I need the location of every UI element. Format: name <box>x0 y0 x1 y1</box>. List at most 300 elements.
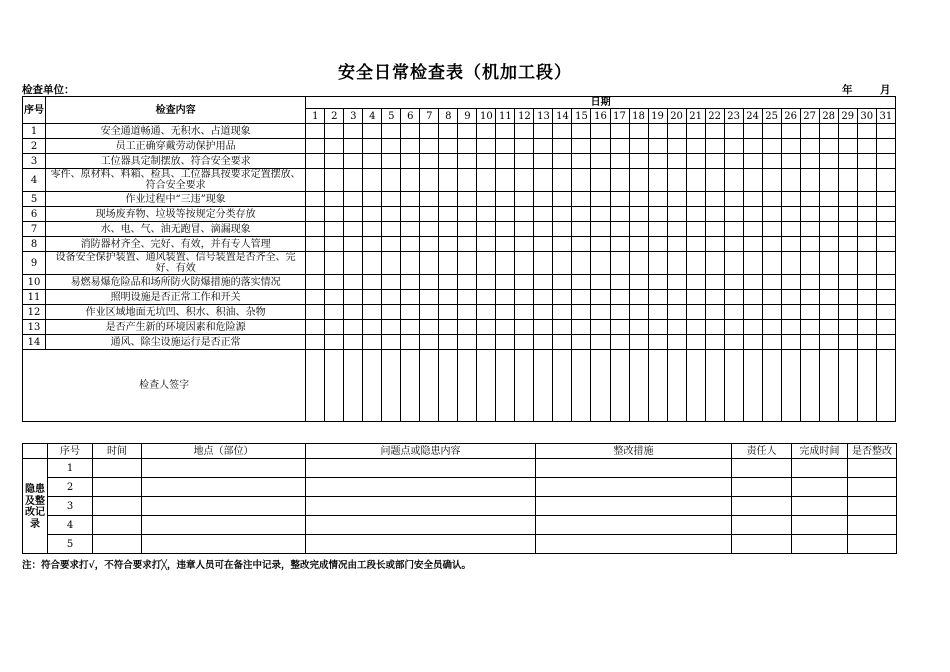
check-cell[interactable] <box>686 139 705 154</box>
check-cell[interactable] <box>591 290 610 305</box>
check-cell[interactable] <box>800 207 819 222</box>
location-cell[interactable] <box>142 497 306 516</box>
check-cell[interactable] <box>572 192 591 207</box>
check-cell[interactable] <box>876 252 895 275</box>
check-cell[interactable] <box>667 207 686 222</box>
check-cell[interactable] <box>591 207 610 222</box>
check-cell[interactable] <box>743 290 762 305</box>
check-cell[interactable] <box>838 192 857 207</box>
check-cell[interactable] <box>819 192 838 207</box>
check-cell[interactable] <box>458 222 477 237</box>
signature-cell[interactable] <box>781 350 800 422</box>
check-cell[interactable] <box>800 237 819 252</box>
check-cell[interactable] <box>762 222 781 237</box>
check-cell[interactable] <box>667 252 686 275</box>
check-cell[interactable] <box>762 207 781 222</box>
check-cell[interactable] <box>857 290 876 305</box>
check-cell[interactable] <box>401 275 420 290</box>
check-cell[interactable] <box>648 275 667 290</box>
issue-cell[interactable] <box>306 497 536 516</box>
rectified-cell[interactable] <box>848 535 897 554</box>
check-cell[interactable] <box>344 192 363 207</box>
check-cell[interactable] <box>724 139 743 154</box>
check-cell[interactable] <box>363 335 382 350</box>
check-cell[interactable] <box>344 290 363 305</box>
check-cell[interactable] <box>515 275 534 290</box>
check-cell[interactable] <box>420 192 439 207</box>
check-cell[interactable] <box>629 154 648 169</box>
owner-cell[interactable] <box>732 497 792 516</box>
check-cell[interactable] <box>629 207 648 222</box>
check-cell[interactable] <box>420 139 439 154</box>
check-cell[interactable] <box>553 169 572 192</box>
check-cell[interactable] <box>591 252 610 275</box>
check-cell[interactable] <box>458 154 477 169</box>
signature-cell[interactable] <box>838 350 857 422</box>
check-cell[interactable] <box>477 139 496 154</box>
check-cell[interactable] <box>344 305 363 320</box>
check-cell[interactable] <box>420 169 439 192</box>
check-cell[interactable] <box>781 290 800 305</box>
check-cell[interactable] <box>705 222 724 237</box>
signature-cell[interactable] <box>591 350 610 422</box>
measure-cell[interactable] <box>536 497 732 516</box>
check-cell[interactable] <box>800 139 819 154</box>
check-cell[interactable] <box>382 320 401 335</box>
check-cell[interactable] <box>363 305 382 320</box>
check-cell[interactable] <box>838 290 857 305</box>
check-cell[interactable] <box>572 335 591 350</box>
check-cell[interactable] <box>838 154 857 169</box>
check-cell[interactable] <box>515 222 534 237</box>
check-cell[interactable] <box>325 124 344 139</box>
check-cell[interactable] <box>838 252 857 275</box>
signature-cell[interactable] <box>420 350 439 422</box>
check-cell[interactable] <box>800 192 819 207</box>
check-cell[interactable] <box>800 320 819 335</box>
check-cell[interactable] <box>344 207 363 222</box>
check-cell[interactable] <box>648 222 667 237</box>
check-cell[interactable] <box>648 192 667 207</box>
check-cell[interactable] <box>477 335 496 350</box>
check-cell[interactable] <box>610 124 629 139</box>
check-cell[interactable] <box>610 169 629 192</box>
check-cell[interactable] <box>534 124 553 139</box>
check-cell[interactable] <box>439 222 458 237</box>
time-cell[interactable] <box>93 497 142 516</box>
check-cell[interactable] <box>648 320 667 335</box>
check-cell[interactable] <box>743 154 762 169</box>
check-cell[interactable] <box>781 237 800 252</box>
check-cell[interactable] <box>857 207 876 222</box>
check-cell[interactable] <box>534 305 553 320</box>
check-cell[interactable] <box>344 335 363 350</box>
check-cell[interactable] <box>572 139 591 154</box>
signature-cell[interactable] <box>306 350 325 422</box>
check-cell[interactable] <box>534 139 553 154</box>
check-cell[interactable] <box>420 252 439 275</box>
check-cell[interactable] <box>648 305 667 320</box>
location-cell[interactable] <box>142 478 306 497</box>
check-cell[interactable] <box>838 169 857 192</box>
check-cell[interactable] <box>705 207 724 222</box>
check-cell[interactable] <box>439 320 458 335</box>
check-cell[interactable] <box>458 124 477 139</box>
check-cell[interactable] <box>876 207 895 222</box>
check-cell[interactable] <box>344 237 363 252</box>
check-cell[interactable] <box>876 305 895 320</box>
check-cell[interactable] <box>648 139 667 154</box>
check-cell[interactable] <box>648 169 667 192</box>
check-cell[interactable] <box>363 169 382 192</box>
check-cell[interactable] <box>743 139 762 154</box>
check-cell[interactable] <box>401 290 420 305</box>
check-cell[interactable] <box>477 169 496 192</box>
check-cell[interactable] <box>363 320 382 335</box>
check-cell[interactable] <box>325 192 344 207</box>
check-cell[interactable] <box>762 169 781 192</box>
check-cell[interactable] <box>629 305 648 320</box>
check-cell[interactable] <box>686 320 705 335</box>
check-cell[interactable] <box>382 207 401 222</box>
check-cell[interactable] <box>515 320 534 335</box>
check-cell[interactable] <box>515 207 534 222</box>
signature-cell[interactable] <box>667 350 686 422</box>
check-cell[interactable] <box>344 154 363 169</box>
check-cell[interactable] <box>724 290 743 305</box>
check-cell[interactable] <box>458 192 477 207</box>
check-cell[interactable] <box>306 139 325 154</box>
check-cell[interactable] <box>629 252 648 275</box>
check-cell[interactable] <box>534 290 553 305</box>
check-cell[interactable] <box>553 222 572 237</box>
check-cell[interactable] <box>743 320 762 335</box>
check-cell[interactable] <box>800 275 819 290</box>
check-cell[interactable] <box>762 252 781 275</box>
check-cell[interactable] <box>838 139 857 154</box>
location-cell[interactable] <box>142 535 306 554</box>
check-cell[interactable] <box>382 154 401 169</box>
check-cell[interactable] <box>724 237 743 252</box>
check-cell[interactable] <box>705 124 724 139</box>
check-cell[interactable] <box>344 139 363 154</box>
check-cell[interactable] <box>857 237 876 252</box>
check-cell[interactable] <box>363 124 382 139</box>
check-cell[interactable] <box>857 275 876 290</box>
check-cell[interactable] <box>401 305 420 320</box>
signature-cell[interactable] <box>515 350 534 422</box>
check-cell[interactable] <box>610 335 629 350</box>
check-cell[interactable] <box>819 154 838 169</box>
check-cell[interactable] <box>610 207 629 222</box>
signature-cell[interactable] <box>344 350 363 422</box>
check-cell[interactable] <box>591 192 610 207</box>
check-cell[interactable] <box>496 124 515 139</box>
check-cell[interactable] <box>876 320 895 335</box>
check-cell[interactable] <box>439 207 458 222</box>
issue-cell[interactable] <box>306 516 536 535</box>
check-cell[interactable] <box>686 275 705 290</box>
rectified-cell[interactable] <box>848 497 897 516</box>
done-time-cell[interactable] <box>792 478 848 497</box>
check-cell[interactable] <box>781 275 800 290</box>
signature-cell[interactable] <box>876 350 895 422</box>
check-cell[interactable] <box>401 335 420 350</box>
check-cell[interactable] <box>477 320 496 335</box>
check-cell[interactable] <box>762 320 781 335</box>
check-cell[interactable] <box>420 222 439 237</box>
check-cell[interactable] <box>705 169 724 192</box>
check-cell[interactable] <box>382 275 401 290</box>
check-cell[interactable] <box>534 222 553 237</box>
check-cell[interactable] <box>819 124 838 139</box>
check-cell[interactable] <box>610 275 629 290</box>
check-cell[interactable] <box>515 252 534 275</box>
time-cell[interactable] <box>93 459 142 478</box>
check-cell[interactable] <box>325 169 344 192</box>
check-cell[interactable] <box>686 154 705 169</box>
signature-cell[interactable] <box>401 350 420 422</box>
check-cell[interactable] <box>306 124 325 139</box>
check-cell[interactable] <box>515 139 534 154</box>
check-cell[interactable] <box>401 320 420 335</box>
check-cell[interactable] <box>401 252 420 275</box>
signature-cell[interactable] <box>572 350 591 422</box>
check-cell[interactable] <box>401 169 420 192</box>
check-cell[interactable] <box>686 335 705 350</box>
issue-cell[interactable] <box>306 478 536 497</box>
check-cell[interactable] <box>781 320 800 335</box>
check-cell[interactable] <box>515 290 534 305</box>
check-cell[interactable] <box>496 252 515 275</box>
check-cell[interactable] <box>553 154 572 169</box>
check-cell[interactable] <box>629 169 648 192</box>
rectified-cell[interactable] <box>848 516 897 535</box>
check-cell[interactable] <box>762 154 781 169</box>
check-cell[interactable] <box>363 275 382 290</box>
check-cell[interactable] <box>458 335 477 350</box>
check-cell[interactable] <box>876 139 895 154</box>
check-cell[interactable] <box>610 154 629 169</box>
location-cell[interactable] <box>142 459 306 478</box>
check-cell[interactable] <box>629 192 648 207</box>
check-cell[interactable] <box>382 169 401 192</box>
check-cell[interactable] <box>420 290 439 305</box>
check-cell[interactable] <box>667 335 686 350</box>
check-cell[interactable] <box>648 252 667 275</box>
check-cell[interactable] <box>382 124 401 139</box>
check-cell[interactable] <box>781 124 800 139</box>
check-cell[interactable] <box>306 169 325 192</box>
check-cell[interactable] <box>496 222 515 237</box>
check-cell[interactable] <box>610 237 629 252</box>
check-cell[interactable] <box>838 335 857 350</box>
check-cell[interactable] <box>724 207 743 222</box>
check-cell[interactable] <box>477 124 496 139</box>
check-cell[interactable] <box>572 124 591 139</box>
check-cell[interactable] <box>800 124 819 139</box>
check-cell[interactable] <box>781 154 800 169</box>
check-cell[interactable] <box>534 169 553 192</box>
check-cell[interactable] <box>781 139 800 154</box>
signature-cell[interactable] <box>439 350 458 422</box>
check-cell[interactable] <box>591 222 610 237</box>
check-cell[interactable] <box>515 192 534 207</box>
owner-cell[interactable] <box>732 535 792 554</box>
measure-cell[interactable] <box>536 516 732 535</box>
check-cell[interactable] <box>838 207 857 222</box>
check-cell[interactable] <box>515 124 534 139</box>
check-cell[interactable] <box>724 192 743 207</box>
check-cell[interactable] <box>382 139 401 154</box>
check-cell[interactable] <box>743 192 762 207</box>
check-cell[interactable] <box>781 305 800 320</box>
check-cell[interactable] <box>743 124 762 139</box>
check-cell[interactable] <box>572 305 591 320</box>
check-cell[interactable] <box>401 124 420 139</box>
check-cell[interactable] <box>610 320 629 335</box>
check-cell[interactable] <box>743 252 762 275</box>
check-cell[interactable] <box>819 305 838 320</box>
check-cell[interactable] <box>496 320 515 335</box>
check-cell[interactable] <box>553 320 572 335</box>
check-cell[interactable] <box>800 222 819 237</box>
check-cell[interactable] <box>572 207 591 222</box>
check-cell[interactable] <box>667 290 686 305</box>
check-cell[interactable] <box>477 290 496 305</box>
check-cell[interactable] <box>686 305 705 320</box>
check-cell[interactable] <box>705 237 724 252</box>
check-cell[interactable] <box>344 275 363 290</box>
check-cell[interactable] <box>610 252 629 275</box>
check-cell[interactable] <box>648 335 667 350</box>
owner-cell[interactable] <box>732 478 792 497</box>
done-time-cell[interactable] <box>792 535 848 554</box>
check-cell[interactable] <box>553 252 572 275</box>
check-cell[interactable] <box>857 192 876 207</box>
check-cell[interactable] <box>306 335 325 350</box>
check-cell[interactable] <box>819 335 838 350</box>
check-cell[interactable] <box>458 237 477 252</box>
check-cell[interactable] <box>876 124 895 139</box>
check-cell[interactable] <box>439 305 458 320</box>
check-cell[interactable] <box>857 335 876 350</box>
check-cell[interactable] <box>800 305 819 320</box>
check-cell[interactable] <box>553 305 572 320</box>
check-cell[interactable] <box>439 290 458 305</box>
check-cell[interactable] <box>534 154 553 169</box>
check-cell[interactable] <box>458 139 477 154</box>
signature-cell[interactable] <box>762 350 781 422</box>
check-cell[interactable] <box>629 275 648 290</box>
check-cell[interactable] <box>857 320 876 335</box>
check-cell[interactable] <box>800 252 819 275</box>
check-cell[interactable] <box>420 305 439 320</box>
check-cell[interactable] <box>819 252 838 275</box>
check-cell[interactable] <box>401 237 420 252</box>
check-cell[interactable] <box>325 207 344 222</box>
check-cell[interactable] <box>686 222 705 237</box>
check-cell[interactable] <box>325 237 344 252</box>
check-cell[interactable] <box>553 192 572 207</box>
check-cell[interactable] <box>572 237 591 252</box>
check-cell[interactable] <box>306 320 325 335</box>
done-time-cell[interactable] <box>792 459 848 478</box>
signature-cell[interactable] <box>705 350 724 422</box>
check-cell[interactable] <box>629 290 648 305</box>
check-cell[interactable] <box>724 169 743 192</box>
check-cell[interactable] <box>325 154 344 169</box>
check-cell[interactable] <box>534 335 553 350</box>
check-cell[interactable] <box>325 320 344 335</box>
check-cell[interactable] <box>420 154 439 169</box>
issue-cell[interactable] <box>306 459 536 478</box>
check-cell[interactable] <box>857 222 876 237</box>
check-cell[interactable] <box>363 290 382 305</box>
check-cell[interactable] <box>344 320 363 335</box>
signature-cell[interactable] <box>724 350 743 422</box>
check-cell[interactable] <box>667 237 686 252</box>
check-cell[interactable] <box>363 237 382 252</box>
check-cell[interactable] <box>401 139 420 154</box>
check-cell[interactable] <box>553 275 572 290</box>
check-cell[interactable] <box>591 335 610 350</box>
check-cell[interactable] <box>648 207 667 222</box>
check-cell[interactable] <box>762 139 781 154</box>
check-cell[interactable] <box>724 335 743 350</box>
check-cell[interactable] <box>572 169 591 192</box>
check-cell[interactable] <box>496 154 515 169</box>
check-cell[interactable] <box>705 290 724 305</box>
check-cell[interactable] <box>629 222 648 237</box>
check-cell[interactable] <box>876 192 895 207</box>
check-cell[interactable] <box>819 139 838 154</box>
check-cell[interactable] <box>838 237 857 252</box>
signature-cell[interactable] <box>857 350 876 422</box>
check-cell[interactable] <box>610 290 629 305</box>
check-cell[interactable] <box>515 335 534 350</box>
check-cell[interactable] <box>458 290 477 305</box>
check-cell[interactable] <box>439 192 458 207</box>
check-cell[interactable] <box>306 252 325 275</box>
check-cell[interactable] <box>838 320 857 335</box>
check-cell[interactable] <box>629 320 648 335</box>
signature-cell[interactable] <box>819 350 838 422</box>
measure-cell[interactable] <box>536 478 732 497</box>
check-cell[interactable] <box>458 305 477 320</box>
signature-cell[interactable] <box>325 350 344 422</box>
check-cell[interactable] <box>458 169 477 192</box>
check-cell[interactable] <box>591 124 610 139</box>
check-cell[interactable] <box>363 192 382 207</box>
check-cell[interactable] <box>401 154 420 169</box>
check-cell[interactable] <box>382 222 401 237</box>
check-cell[interactable] <box>553 207 572 222</box>
check-cell[interactable] <box>743 305 762 320</box>
check-cell[interactable] <box>553 124 572 139</box>
check-cell[interactable] <box>458 320 477 335</box>
check-cell[interactable] <box>591 154 610 169</box>
check-cell[interactable] <box>743 222 762 237</box>
check-cell[interactable] <box>344 124 363 139</box>
check-cell[interactable] <box>705 275 724 290</box>
check-cell[interactable] <box>876 275 895 290</box>
check-cell[interactable] <box>819 169 838 192</box>
check-cell[interactable] <box>762 192 781 207</box>
check-cell[interactable] <box>610 139 629 154</box>
check-cell[interactable] <box>781 192 800 207</box>
measure-cell[interactable] <box>536 459 732 478</box>
